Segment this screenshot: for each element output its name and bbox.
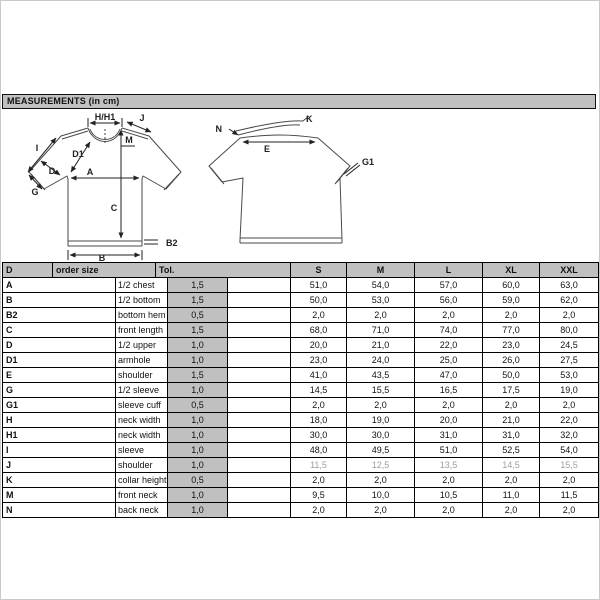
table-row xyxy=(3,368,599,383)
size-table-values xyxy=(2,277,599,518)
header-tol: Tol. xyxy=(156,263,291,278)
row-value-m: 53,0 xyxy=(347,293,415,308)
back-label-n: N xyxy=(215,124,222,134)
table-row xyxy=(3,338,599,353)
row-value-l: 56,0 xyxy=(415,293,483,308)
row-value-s: 2,0 xyxy=(291,308,347,323)
row-value-s: 18,0 xyxy=(291,413,347,428)
row-spacer xyxy=(228,473,291,488)
row-value-s: 23,0 xyxy=(291,353,347,368)
row-label: sleeve xyxy=(116,443,168,458)
row-value-l: 31,0 xyxy=(415,428,483,443)
row-value-s: 11,5 xyxy=(291,458,347,473)
row-value-l: 57,0 xyxy=(415,278,483,293)
front-label-a: A xyxy=(86,167,94,177)
row-value-xxl: 80,0 xyxy=(540,323,599,338)
front-measure-arrows xyxy=(28,118,158,260)
row-code: M xyxy=(3,488,116,503)
row-code: G xyxy=(3,383,116,398)
row-value-s: 9,5 xyxy=(291,488,347,503)
table-row xyxy=(3,458,599,473)
row-value-xxl: 27,5 xyxy=(540,353,599,368)
header-row xyxy=(3,263,599,278)
row-code: K xyxy=(3,473,116,488)
garment-diagram xyxy=(0,112,600,262)
row-value-xl: 14,5 xyxy=(483,458,540,473)
row-value-m: 2,0 xyxy=(347,308,415,323)
row-value-xxl: 54,0 xyxy=(540,443,599,458)
row-value-m: 49,5 xyxy=(347,443,415,458)
row-value-l: 16,5 xyxy=(415,383,483,398)
row-value-l: 10,5 xyxy=(415,488,483,503)
row-value-xxl: 2,0 xyxy=(540,308,599,323)
row-value-m: 15,5 xyxy=(347,383,415,398)
row-value-m: 2,0 xyxy=(347,503,415,518)
row-label: front length xyxy=(116,323,168,338)
measurements-title: MEASUREMENTS (in cm) xyxy=(7,96,120,106)
table-row xyxy=(3,473,599,488)
row-value-m: 12,5 xyxy=(347,458,415,473)
row-value-s: 2,0 xyxy=(291,473,347,488)
row-value-l: 20,0 xyxy=(415,413,483,428)
back-label-g1: G1 xyxy=(362,157,375,167)
row-code: D1 xyxy=(3,353,116,368)
row-value-xl: 2,0 xyxy=(483,398,540,413)
row-tolerance: 1,0 xyxy=(168,428,228,443)
row-label: 1/2 chest xyxy=(116,278,168,293)
header-code: D xyxy=(3,263,53,278)
row-value-xl: 50,0 xyxy=(483,368,540,383)
front-label-g: G xyxy=(31,187,39,197)
row-spacer xyxy=(228,293,291,308)
row-value-s: 30,0 xyxy=(291,428,347,443)
row-value-l: 2,0 xyxy=(415,308,483,323)
row-value-xxl: 63,0 xyxy=(540,278,599,293)
row-tolerance: 1,5 xyxy=(168,323,228,338)
row-tolerance: 1,0 xyxy=(168,338,228,353)
row-value-s: 48,0 xyxy=(291,443,347,458)
size-table-body xyxy=(3,278,599,518)
table-row xyxy=(3,353,599,368)
row-code: H1 xyxy=(3,428,116,443)
row-code: D xyxy=(3,338,116,353)
row-value-s: 2,0 xyxy=(291,398,347,413)
row-label: shoulder xyxy=(116,368,168,383)
row-spacer xyxy=(228,308,291,323)
table-row xyxy=(3,428,599,443)
row-value-xl: 31,0 xyxy=(483,428,540,443)
size-table-header xyxy=(2,262,599,278)
row-spacer xyxy=(228,443,291,458)
row-code: C xyxy=(3,323,116,338)
row-code: B xyxy=(3,293,116,308)
row-label: 1/2 upper xyxy=(116,338,168,353)
table-row xyxy=(3,413,599,428)
row-label: back neck xyxy=(116,503,168,518)
row-tolerance: 0,5 xyxy=(168,473,228,488)
row-label: sleeve cuff xyxy=(116,398,168,413)
row-value-xxl: 22,0 xyxy=(540,413,599,428)
row-label: 1/2 sleeve xyxy=(116,383,168,398)
row-value-l: 2,0 xyxy=(415,503,483,518)
row-tolerance: 0,5 xyxy=(168,308,228,323)
header-size-xxl: XXL xyxy=(540,263,599,278)
row-value-xxl: 32,0 xyxy=(540,428,599,443)
back-labels xyxy=(216,114,375,167)
row-spacer xyxy=(228,383,291,398)
row-value-xl: 2,0 xyxy=(483,308,540,323)
row-value-l: 25,0 xyxy=(415,353,483,368)
row-value-m: 54,0 xyxy=(347,278,415,293)
row-label: neck width xyxy=(116,428,168,443)
row-label: front neck xyxy=(116,488,168,503)
row-tolerance: 1,5 xyxy=(168,368,228,383)
row-value-xl: 77,0 xyxy=(483,323,540,338)
front-label-j: J xyxy=(139,113,145,123)
table-row xyxy=(3,503,599,518)
row-value-xl: 11,0 xyxy=(483,488,540,503)
row-value-m: 10,0 xyxy=(347,488,415,503)
row-label: neck width xyxy=(116,413,168,428)
row-label: 1/2 bottom xyxy=(116,293,168,308)
front-label-c: C xyxy=(110,203,118,213)
row-value-xl: 2,0 xyxy=(483,503,540,518)
row-value-xl: 23,0 xyxy=(483,338,540,353)
row-value-xl: 60,0 xyxy=(483,278,540,293)
row-tolerance: 0,5 xyxy=(168,398,228,413)
front-label-h-h1: H/H1 xyxy=(94,112,116,122)
row-value-m: 2,0 xyxy=(347,398,415,413)
back-label-e: E xyxy=(263,144,271,154)
back-measure-arrows xyxy=(229,129,360,176)
row-value-xl: 2,0 xyxy=(483,473,540,488)
row-code: B2 xyxy=(3,308,116,323)
row-code: J xyxy=(3,458,116,473)
row-code: E xyxy=(3,368,116,383)
back-shirt-outline xyxy=(209,116,350,243)
table-row xyxy=(3,323,599,338)
row-label: bottom hem xyxy=(116,308,168,323)
row-value-l: 2,0 xyxy=(415,398,483,413)
front-label-b: B xyxy=(98,253,106,262)
row-value-m: 24,0 xyxy=(347,353,415,368)
table-row xyxy=(3,308,599,323)
row-value-s: 41,0 xyxy=(291,368,347,383)
table-row xyxy=(3,278,599,293)
header-size-s: S xyxy=(291,263,347,278)
header-size-l: L xyxy=(415,263,483,278)
row-value-s: 51,0 xyxy=(291,278,347,293)
row-tolerance: 1,5 xyxy=(168,293,228,308)
row-label: armhole xyxy=(116,353,168,368)
row-value-xxl: 19,0 xyxy=(540,383,599,398)
row-value-xxl: 15,5 xyxy=(540,458,599,473)
row-spacer xyxy=(228,338,291,353)
row-spacer xyxy=(228,413,291,428)
row-code: A xyxy=(3,278,116,293)
row-value-xxl: 2,0 xyxy=(540,473,599,488)
row-label: shoulder xyxy=(116,458,168,473)
row-value-l: 74,0 xyxy=(415,323,483,338)
measurements-header xyxy=(2,94,596,109)
row-value-xl: 17,5 xyxy=(483,383,540,398)
row-value-m: 19,0 xyxy=(347,413,415,428)
row-spacer xyxy=(228,398,291,413)
row-value-xl: 59,0 xyxy=(483,293,540,308)
row-value-xl: 26,0 xyxy=(483,353,540,368)
row-tolerance: 1,0 xyxy=(168,413,228,428)
header-size-xl: XL xyxy=(483,263,540,278)
row-spacer xyxy=(228,353,291,368)
table-row xyxy=(3,443,599,458)
row-value-xxl: 2,0 xyxy=(540,503,599,518)
row-tolerance: 1,0 xyxy=(168,503,228,518)
row-value-m: 2,0 xyxy=(347,473,415,488)
back-label-k: K xyxy=(306,114,313,124)
row-value-l: 51,0 xyxy=(415,443,483,458)
row-value-m: 71,0 xyxy=(347,323,415,338)
front-label-m: M xyxy=(125,135,133,145)
row-value-l: 2,0 xyxy=(415,473,483,488)
row-value-s: 68,0 xyxy=(291,323,347,338)
row-value-s: 20,0 xyxy=(291,338,347,353)
row-tolerance: 1,0 xyxy=(168,458,228,473)
row-value-xxl: 11,5 xyxy=(540,488,599,503)
row-tolerance: 1,0 xyxy=(168,488,228,503)
row-code: G1 xyxy=(3,398,116,413)
row-value-s: 14,5 xyxy=(291,383,347,398)
row-value-l: 13,5 xyxy=(415,458,483,473)
row-tolerance: 1,0 xyxy=(168,353,228,368)
row-value-s: 2,0 xyxy=(291,503,347,518)
size-table xyxy=(2,262,598,518)
row-value-xl: 52,5 xyxy=(483,443,540,458)
table-row xyxy=(3,488,599,503)
table-row xyxy=(3,293,599,308)
row-value-l: 47,0 xyxy=(415,368,483,383)
front-label-d1: D1 xyxy=(72,149,84,159)
row-value-m: 21,0 xyxy=(347,338,415,353)
row-spacer xyxy=(228,488,291,503)
row-spacer xyxy=(228,428,291,443)
row-spacer xyxy=(228,458,291,473)
row-spacer xyxy=(228,368,291,383)
row-code: I xyxy=(3,443,116,458)
row-code: N xyxy=(3,503,116,518)
row-value-m: 43,5 xyxy=(347,368,415,383)
row-label: collar height xyxy=(116,473,168,488)
front-label-d: D xyxy=(48,166,56,176)
row-spacer xyxy=(228,503,291,518)
row-code: H xyxy=(3,413,116,428)
row-spacer xyxy=(228,323,291,338)
table-row xyxy=(3,383,599,398)
row-value-xxl: 2,0 xyxy=(540,398,599,413)
row-value-xxl: 62,0 xyxy=(540,293,599,308)
row-value-xxl: 53,0 xyxy=(540,368,599,383)
row-tolerance: 1,0 xyxy=(168,443,228,458)
front-label-i: I xyxy=(35,143,39,153)
row-value-s: 50,0 xyxy=(291,293,347,308)
row-value-xxl: 24,5 xyxy=(540,338,599,353)
front-shirt-outline xyxy=(29,128,181,246)
row-value-m: 30,0 xyxy=(347,428,415,443)
header-size-m: M xyxy=(347,263,415,278)
row-spacer xyxy=(228,278,291,293)
row-value-xl: 21,0 xyxy=(483,413,540,428)
table-row xyxy=(3,398,599,413)
row-tolerance: 1,5 xyxy=(168,278,228,293)
row-tolerance: 1,0 xyxy=(168,383,228,398)
header-order-size: order size xyxy=(53,263,156,278)
front-label-b2: B2 xyxy=(166,238,178,248)
row-value-l: 22,0 xyxy=(415,338,483,353)
